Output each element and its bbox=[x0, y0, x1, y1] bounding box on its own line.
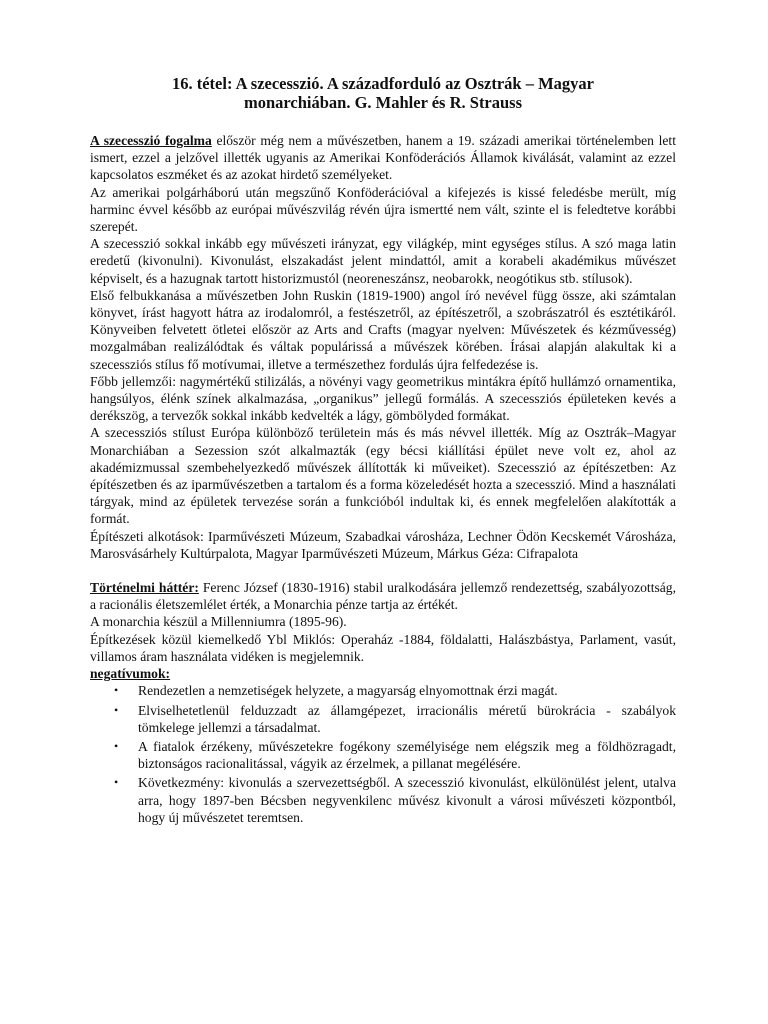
spacer bbox=[90, 562, 676, 579]
bullet-icon: • bbox=[114, 775, 119, 790]
list-item: • A fiatalok érzékeny, művészetekre fogékony személyisége nem elégszik meg a földhözragadt, biztonságos racionalitással, vágyik az érzelmek, a pillanat megélésére. bbox=[114, 738, 676, 772]
bullet-icon: • bbox=[114, 738, 119, 753]
term-heading: A szecesszió fogalma bbox=[90, 133, 212, 148]
paragraph: Építkezések közül kiemelkedő Ybl Miklós: Operaház -1884, földalatti, Halászbástya, Parlament, vasút, villamos áram használata vidéken is megjelemnik. bbox=[90, 631, 676, 664]
paragraph: Az amerikai polgárháború után megszűnő Konföderációval a kifejezés is kissé feledésbe merült, míg harminc évvel később az európai művészvilág révén újra ismertté nem vált, szinte el is feledtetve korábbi szerepét. bbox=[90, 184, 676, 235]
paragraph: Építészeti alkotások: Iparművészeti Múzeum, Szabadkai városháza, Lechner Ödön Kecskemét Városháza, Marosvásárhely Kultúrpalota, Magyar Iparművészeti Múzeum, Márkus Géza: Cifrapalota bbox=[90, 528, 676, 561]
bullet-icon: • bbox=[114, 683, 119, 698]
section-tortenelmi-hatter bbox=[90, 579, 676, 826]
paragraph: A szecesszió sokkal inkább egy művészeti irányzat, egy világkép, mint egységes stílus. A szó maga latin eredetű (kivonulni). Kivonulást, elszakadást jelent mindattól, amit a korabeli akadémikus művészet képviselt, és a hazugnak tartott historizmustól (neoreneszánsz, neobarokk, neogótikus stb. stílusok). bbox=[90, 236, 676, 286]
paragraph: A szecessziós stílust Európa különböző területein más és más névvel illették. Míg az Osztrák–Magyar Monarchiában a Sezession szót alkalmazták (egy bécsi kiállítási épület neve volt ez, ahol az akadémizmussal szembehelyezkedő művészek állították ki műveiket). Szecesszió az építészetben: Az építészetben és az iparművészetben a tartalom és a forma közeledését hozta a szecesszió. Mind a használati tárgyak, mind az épületek tervezése során a funkcióból indultak ki, és ennek megfelelően alakították a formát. bbox=[90, 425, 676, 527]
list-item: • Következmény: kivonulás a szervezettségből. A szecesszió kivonulást, elkülönülést jelent, utalva arra, hogy 1897-ben Bécsben negyvenkilenc művész kivonult a városi művészeti központból, hogy új művészetet teremtsen. bbox=[114, 775, 676, 825]
paragraph: Történelmi háttér: Ferenc József (1830-1916) stabil uralkodására jellemző rendezettség, szabályozottság, a racionális életszemlélet érték, a Monarchia pénze tartja az értékét. bbox=[90, 580, 676, 613]
list-item: • Rendezetlen a nemzetiségek helyzete, a magyarság elnyomottnak érzi magát. bbox=[114, 683, 558, 699]
paragraph: Első felbukkanása a művészetben John Ruskin (1819-1900) angol író nevével függ össze, aki számtalan könyvet, írást hagyott hátra az irodalomról, a festészetről, az építészetről, a szobrászatról és esztétikáról. Könyveiben felvetett ötletei először az Arts and Crafts (magyar nyelven: Művészetek és kézművesség) mozgalmában realizálódtak és váltak populárissá a művészek körében. Írásai alapján alakultak ki a szecessziós stílus fő motívumai, illetve a természethez fordulás újra felfedezése is. bbox=[90, 287, 676, 372]
page-title: 16. tétel: A szecesszió. A századforduló az Osztrák – Magyar monarchiában. G. Mahler és R. Strauss bbox=[171, 74, 595, 112]
bullet-icon: • bbox=[114, 702, 119, 717]
list-item: • Elviselhetetlenül felduzzadt az államgépezet, irracionális méretű bürokrácia - szabályok tömkelege jellemzi a társadalmat. bbox=[114, 702, 676, 735]
term-heading: Történelmi háttér: bbox=[90, 580, 199, 596]
paragraph: Főbb jellemzői: nagymértékű stilizálás, a növényi vagy geometrikus mintákra építő hullámzó ornamentika, hangsúlyos, élénk színek alkalmazása, „organikus” jellegű formálás. A szecessziós épületeken kevés a derékszög, a tervezők sokkal inkább kedvelték a lágy, gömbölyded formákat. bbox=[90, 373, 676, 424]
paragraph bbox=[90, 665, 676, 682]
negativ-heading: negatívumok: bbox=[90, 666, 171, 682]
paragraph: A szecesszió fogalma először még nem a művészetben, hanem a 19. századi amerikai történelemben lett ismert, ezzel a jelzővel illették ugyanis az Amerikai Konföderációs Államok kiválását, valamint az ezzel kapcsolatos eszméket és az azokat hirdető személyeket. bbox=[90, 133, 676, 183]
negativ-list bbox=[90, 682, 676, 826]
paragraph: A monarchia készül a Millenniumra (1895-96). bbox=[90, 614, 347, 630]
section-szecesszio bbox=[90, 132, 676, 562]
